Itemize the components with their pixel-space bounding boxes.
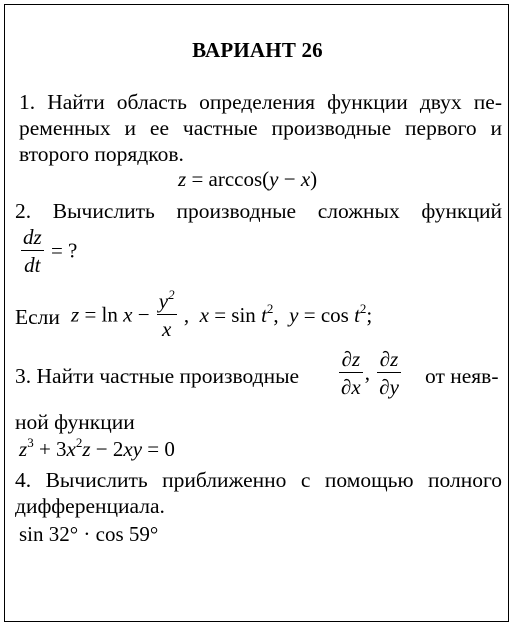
- task-1-line-3: второго порядков.: [19, 142, 184, 166]
- y2-over-x-fraction: $\frac{y^2}{x}$: [158, 287, 175, 342]
- task-3-line-1-end: от неяв-: [425, 364, 499, 388]
- task-3-partials: $\frac{\partial z}{\partial x}$ , $\frac{\partial z}{\partial y}$: [341, 347, 399, 400]
- task-1-formula: z = arccos(y − x): [178, 167, 318, 191]
- task-1-line-1: 1. Найти область определения функции двух пе-: [19, 90, 502, 114]
- task-4-line-2: дифференциала.: [15, 494, 165, 518]
- dz-dt-fraction: $\frac{dz}{dt}$: [23, 225, 42, 278]
- task-3-line-2: ной функции: [15, 410, 135, 434]
- task-4: [15, 467, 502, 519]
- task-4-line-1: 4. Вычислить приближенно с помощью полного: [15, 468, 502, 492]
- task-2-condition-prefix: Если: [15, 305, 60, 329]
- task-3-line-1-start: 3. Найти частные производные: [15, 364, 300, 388]
- variant-title: ВАРИАНТ 26: [192, 38, 323, 62]
- dz-dy-partial: $\frac{\partial z}{\partial y}$: [379, 347, 399, 400]
- task-2-condition-formula: z = ln x − $\frac{y^2}{x}$ , $x = \sin t^2$, $y = \cos t^2$;: [71, 287, 373, 342]
- variant-card: [4, 4, 509, 622]
- dz-dx-partial: $\frac{\partial z}{\partial x}$: [341, 347, 361, 400]
- task-1-line-2: ременных и ее частные производные первого и: [19, 116, 502, 140]
- task-4-expression: sin 32° · cos 59°: [19, 522, 159, 546]
- task-3-equation: $z^3 + 3x^2z - 2xy = 0$: [19, 435, 175, 461]
- task-1: [19, 89, 502, 167]
- task-2-derivative: $\frac{dz}{dt}$ = ?: [23, 225, 78, 278]
- task-2-line-1: 2. Вычислить производные сложных функций: [15, 199, 502, 223]
